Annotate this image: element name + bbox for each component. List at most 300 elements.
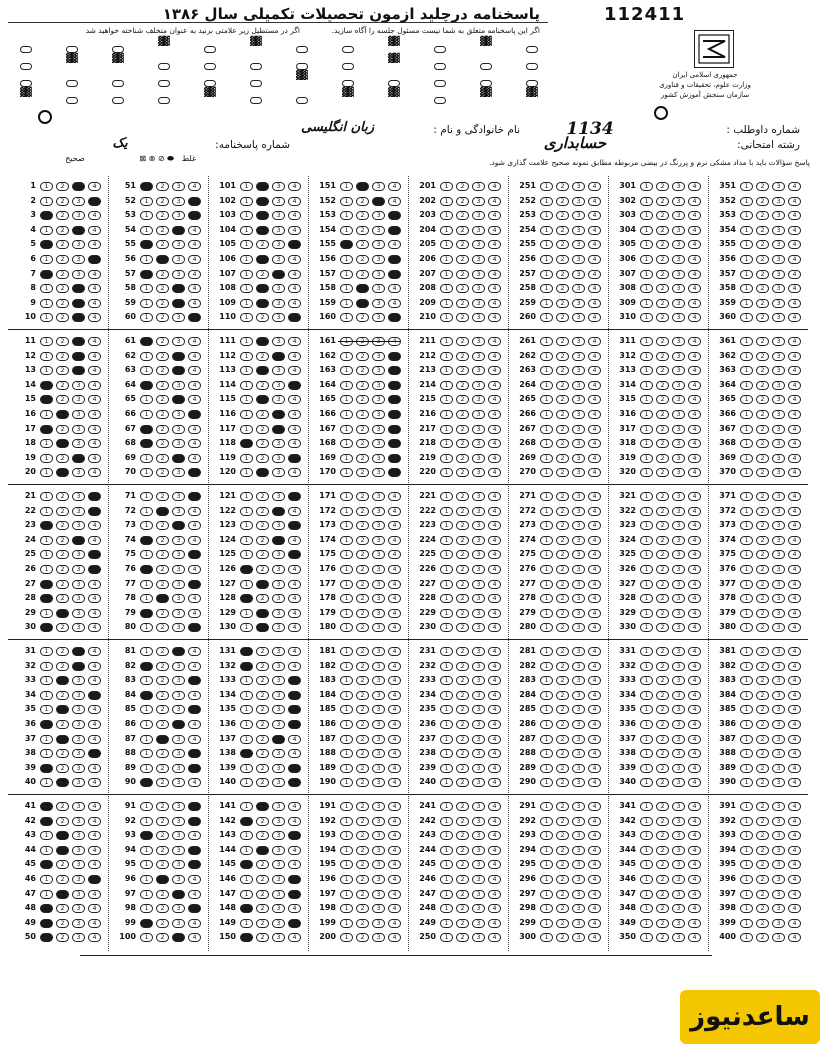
answer-bubble[interactable]: 2 [456,182,469,191]
answer-bubble[interactable]: 1 [640,933,653,942]
answer-bubble[interactable]: 2 [156,831,169,840]
answer-bubble[interactable]: 4 [188,182,201,191]
answer-bubble[interactable]: 1 [440,565,453,574]
answer-bubble[interactable]: 3 [72,439,85,448]
answer-bubble[interactable]: 2 [556,381,569,390]
answer-bubble[interactable]: 4 [388,778,401,787]
answer-bubble[interactable]: 3 [472,817,485,826]
answer-bubble[interactable]: 3 [272,720,285,729]
answer-bubble[interactable]: 3 [372,395,385,404]
answer-bubble[interactable]: 4 [88,395,101,404]
answer-bubble-filled[interactable] [56,439,69,448]
answer-bubble[interactable]: 3 [572,676,585,685]
answer-bubble[interactable]: 3 [372,255,385,264]
answer-bubble[interactable]: 3 [272,313,285,322]
answer-bubble[interactable]: 3 [672,197,685,206]
answer-bubble[interactable]: 4 [788,381,801,390]
answer-bubble[interactable]: 2 [356,691,369,700]
answer-bubble[interactable]: 1 [40,676,53,685]
answer-bubble-filled[interactable] [388,395,401,404]
answer-bubble[interactable]: 2 [656,662,669,671]
answer-bubble-filled[interactable] [72,313,85,322]
answer-bubble[interactable]: 2 [356,337,369,346]
answer-bubble[interactable]: 1 [440,749,453,758]
answer-bubble[interactable]: 3 [372,439,385,448]
answer-bubble[interactable]: 3 [372,468,385,477]
answer-bubble[interactable]: 1 [540,352,553,361]
answer-bubble[interactable]: 3 [572,395,585,404]
answer-bubble[interactable]: 2 [556,846,569,855]
answer-bubble[interactable]: 3 [472,831,485,840]
answer-bubble[interactable]: 4 [488,468,501,477]
answer-bubble[interactable]: 2 [656,521,669,530]
answer-bubble[interactable]: 2 [756,439,769,448]
answer-bubble[interactable]: 2 [656,182,669,191]
answer-bubble[interactable]: 3 [372,182,385,191]
answer-bubble[interactable]: 1 [440,507,453,516]
answer-bubble-filled[interactable] [56,831,69,840]
answer-bubble[interactable]: 4 [388,933,401,942]
answer-bubble-filled[interactable] [272,270,285,279]
answer-bubble[interactable]: 3 [472,778,485,787]
answer-bubble[interactable]: 1 [340,623,353,632]
answer-bubble[interactable]: 1 [740,468,753,477]
answer-bubble-filled[interactable] [172,454,185,463]
answer-bubble[interactable]: 3 [72,410,85,419]
answer-bubble[interactable]: 3 [72,594,85,603]
answer-bubble[interactable]: 2 [556,240,569,249]
answer-bubble[interactable]: 3 [272,197,285,206]
answer-bubble[interactable]: 1 [240,425,253,434]
answer-bubble[interactable]: 2 [456,860,469,869]
answer-bubble-filled[interactable] [288,831,301,840]
answer-bubble[interactable]: 1 [340,580,353,589]
answer-bubble-filled[interactable] [388,255,401,264]
answer-bubble[interactable]: 3 [772,550,785,559]
answer-bubble[interactable]: 2 [556,817,569,826]
answer-bubble-filled[interactable] [188,860,201,869]
answer-bubble[interactable]: 4 [688,507,701,516]
answer-bubble[interactable]: 1 [640,705,653,714]
answer-bubble[interactable]: 2 [456,919,469,928]
answer-bubble[interactable]: 2 [256,492,269,501]
answer-bubble[interactable]: 3 [72,860,85,869]
answer-bubble[interactable]: 2 [356,875,369,884]
answer-bubble[interactable]: 1 [340,778,353,787]
answer-bubble[interactable]: 4 [188,831,201,840]
answer-bubble[interactable]: 3 [572,919,585,928]
answer-bubble-filled[interactable] [188,550,201,559]
answer-bubble[interactable]: 3 [272,919,285,928]
answer-bubble[interactable]: 3 [572,860,585,869]
answer-bubble[interactable]: 2 [756,492,769,501]
answer-bubble[interactable]: 2 [656,778,669,787]
answer-bubble[interactable]: 4 [588,410,601,419]
answer-bubble[interactable]: 1 [440,240,453,249]
answer-bubble[interactable]: 4 [688,778,701,787]
answer-bubble[interactable]: 4 [288,594,301,603]
answer-bubble[interactable]: 2 [556,366,569,375]
answer-bubble[interactable]: 3 [272,366,285,375]
answer-bubble[interactable]: 3 [72,609,85,618]
answer-bubble[interactable]: 2 [356,240,369,249]
answer-bubble[interactable]: 4 [488,395,501,404]
answer-bubble[interactable]: 3 [572,284,585,293]
answer-bubble[interactable]: 1 [640,749,653,758]
answer-bubble[interactable]: 1 [740,705,753,714]
answer-bubble[interactable]: 3 [372,284,385,293]
answer-bubble[interactable]: 4 [788,817,801,826]
answer-bubble[interactable]: 1 [540,705,553,714]
answer-bubble[interactable]: 3 [672,580,685,589]
answer-bubble[interactable]: 3 [772,609,785,618]
answer-bubble[interactable]: 3 [172,662,185,671]
answer-bubble[interactable]: 1 [640,778,653,787]
answer-bubble-filled[interactable] [256,284,269,293]
answer-bubble-filled[interactable] [288,691,301,700]
answer-bubble-filled[interactable] [72,182,85,191]
answer-bubble[interactable]: 1 [540,197,553,206]
answer-bubble[interactable]: 2 [156,802,169,811]
answer-bubble-filled[interactable] [72,662,85,671]
answer-bubble[interactable]: 3 [172,580,185,589]
answer-bubble[interactable]: 1 [40,313,53,322]
answer-bubble[interactable]: 2 [256,860,269,869]
answer-bubble[interactable]: 3 [372,904,385,913]
answer-bubble[interactable]: 1 [440,735,453,744]
answer-bubble[interactable]: 2 [656,454,669,463]
answer-bubble[interactable]: 3 [72,211,85,220]
answer-bubble[interactable]: 2 [556,270,569,279]
answer-bubble[interactable]: 3 [572,197,585,206]
answer-bubble[interactable]: 2 [356,255,369,264]
answer-bubble[interactable]: 3 [72,764,85,773]
answer-bubble[interactable]: 4 [488,691,501,700]
answer-bubble[interactable]: 4 [688,580,701,589]
answer-bubble[interactable]: 3 [772,395,785,404]
answer-bubble[interactable]: 4 [288,735,301,744]
answer-bubble[interactable]: 2 [656,284,669,293]
answer-bubble[interactable]: 4 [188,691,201,700]
answer-bubble[interactable]: 2 [656,691,669,700]
answer-bubble[interactable]: 3 [372,550,385,559]
answer-bubble[interactable]: 4 [388,890,401,899]
answer-bubble[interactable]: 4 [588,468,601,477]
answer-bubble[interactable]: 2 [356,550,369,559]
answer-bubble[interactable]: 4 [388,565,401,574]
answer-bubble[interactable]: 4 [288,366,301,375]
answer-bubble[interactable]: 2 [56,507,69,516]
answer-bubble[interactable]: 2 [356,623,369,632]
answer-bubble[interactable]: 4 [688,565,701,574]
answer-bubble[interactable]: 2 [356,647,369,656]
answer-bubble[interactable]: 1 [640,565,653,574]
answer-bubble-filled[interactable] [72,454,85,463]
answer-bubble-filled[interactable] [388,381,401,390]
answer-bubble[interactable]: 1 [140,468,153,477]
answer-bubble[interactable]: 2 [656,395,669,404]
answer-bubble[interactable]: 1 [340,705,353,714]
answer-bubble[interactable]: 1 [340,299,353,308]
answer-bubble[interactable]: 1 [240,313,253,322]
answer-bubble[interactable]: 2 [356,352,369,361]
answer-bubble[interactable]: 1 [740,691,753,700]
answer-bubble[interactable]: 3 [172,764,185,773]
answer-bubble[interactable]: 3 [372,735,385,744]
answer-bubble[interactable]: 1 [40,565,53,574]
answer-bubble[interactable]: 1 [140,299,153,308]
answer-bubble[interactable]: 2 [256,705,269,714]
answer-bubble-filled[interactable] [288,676,301,685]
answer-bubble[interactable]: 4 [688,182,701,191]
answer-bubble[interactable]: 2 [456,580,469,589]
answer-bubble[interactable]: 3 [472,676,485,685]
answer-bubble-filled[interactable] [172,890,185,899]
answer-bubble[interactable]: 1 [340,211,353,220]
answer-bubble[interactable]: 3 [72,240,85,249]
answer-bubble[interactable]: 4 [688,425,701,434]
answer-bubble[interactable]: 4 [788,919,801,928]
answer-bubble-filled[interactable] [88,255,101,264]
answer-bubble[interactable]: 3 [72,521,85,530]
answer-bubble[interactable]: 2 [56,580,69,589]
answer-bubble[interactable]: 4 [388,609,401,618]
answer-bubble[interactable]: 1 [340,255,353,264]
answer-bubble[interactable]: 3 [572,507,585,516]
answer-bubble-filled[interactable] [172,933,185,942]
answer-bubble[interactable]: 2 [456,904,469,913]
answer-bubble[interactable]: 4 [688,609,701,618]
answer-bubble[interactable]: 1 [740,454,753,463]
answer-bubble[interactable]: 4 [688,366,701,375]
answer-bubble[interactable]: 3 [672,536,685,545]
answer-bubble[interactable]: 2 [56,240,69,249]
answer-bubble[interactable]: 1 [540,492,553,501]
answer-bubble[interactable]: 4 [488,580,501,589]
answer-bubble[interactable]: 1 [540,764,553,773]
answer-bubble[interactable]: 1 [140,705,153,714]
answer-bubble[interactable]: 4 [588,609,601,618]
answer-bubble[interactable]: 4 [188,395,201,404]
answer-bubble[interactable]: 2 [556,580,569,589]
answer-bubble[interactable]: 3 [672,662,685,671]
answer-bubble[interactable]: 2 [356,454,369,463]
answer-bubble[interactable]: 1 [640,270,653,279]
answer-bubble-filled[interactable] [388,211,401,220]
answer-bubble-filled[interactable] [288,764,301,773]
answer-bubble[interactable]: 4 [388,831,401,840]
answer-bubble[interactable]: 3 [172,691,185,700]
answer-bubble-filled[interactable] [40,764,53,773]
answer-bubble[interactable]: 2 [656,565,669,574]
answer-bubble[interactable]: 2 [456,395,469,404]
answer-bubble[interactable]: 2 [756,536,769,545]
answer-bubble[interactable]: 4 [288,395,301,404]
answer-bubble[interactable]: 3 [572,875,585,884]
answer-bubble-filled[interactable] [256,580,269,589]
answer-bubble[interactable]: 4 [388,817,401,826]
answer-bubble-filled[interactable] [188,676,201,685]
answer-bubble[interactable]: 2 [456,521,469,530]
answer-bubble[interactable]: 1 [140,749,153,758]
answer-bubble-filled[interactable] [240,662,253,671]
answer-bubble[interactable]: 1 [540,890,553,899]
answer-bubble-filled[interactable] [256,395,269,404]
answer-bubble[interactable]: 1 [540,735,553,744]
answer-bubble[interactable]: 4 [788,240,801,249]
answer-bubble[interactable]: 4 [588,270,601,279]
answer-bubble[interactable]: 4 [688,691,701,700]
answer-bubble[interactable]: 1 [40,647,53,656]
answer-bubble[interactable]: 1 [440,521,453,530]
answer-bubble[interactable]: 1 [40,749,53,758]
answer-bubble[interactable]: 1 [340,831,353,840]
answer-bubble[interactable]: 3 [72,468,85,477]
answer-bubble[interactable]: 2 [356,735,369,744]
answer-bubble[interactable]: 1 [140,580,153,589]
answer-bubble[interactable]: 1 [540,647,553,656]
answer-bubble[interactable]: 2 [156,904,169,913]
answer-bubble[interactable]: 3 [472,764,485,773]
answer-bubble[interactable]: 3 [472,802,485,811]
answer-bubble[interactable]: 1 [40,846,53,855]
answer-bubble[interactable]: 1 [740,182,753,191]
answer-bubble[interactable]: 4 [688,890,701,899]
answer-bubble[interactable]: 1 [640,454,653,463]
answer-bubble[interactable]: 1 [440,197,453,206]
answer-bubble[interactable]: 3 [72,425,85,434]
answer-bubble[interactable]: 2 [56,492,69,501]
answer-bubble[interactable]: 2 [456,720,469,729]
answer-bubble[interactable]: 3 [472,454,485,463]
answer-bubble[interactable]: 1 [340,691,353,700]
answer-bubble[interactable]: 4 [288,337,301,346]
answer-bubble[interactable]: 1 [240,366,253,375]
answer-bubble[interactable]: 1 [640,623,653,632]
answer-bubble[interactable]: 1 [240,454,253,463]
answer-bubble[interactable]: 2 [356,904,369,913]
answer-bubble[interactable]: 4 [688,550,701,559]
answer-bubble[interactable]: 1 [40,691,53,700]
answer-bubble[interactable]: 1 [640,647,653,656]
answer-bubble[interactable]: 3 [372,875,385,884]
answer-bubble[interactable]: 3 [472,720,485,729]
answer-bubble[interactable]: 1 [440,550,453,559]
answer-bubble[interactable]: 2 [556,662,569,671]
answer-bubble[interactable]: 3 [272,764,285,773]
answer-bubble[interactable]: 4 [688,735,701,744]
answer-bubble[interactable]: 4 [488,831,501,840]
answer-bubble[interactable]: 2 [556,439,569,448]
answer-bubble[interactable]: 3 [272,875,285,884]
answer-bubble[interactable]: 3 [672,778,685,787]
answer-bubble[interactable]: 4 [488,778,501,787]
answer-bubble[interactable]: 2 [356,425,369,434]
answer-bubble-filled[interactable] [140,182,153,191]
answer-bubble[interactable]: 3 [72,817,85,826]
answer-bubble[interactable]: 3 [572,226,585,235]
answer-bubble[interactable]: 1 [340,846,353,855]
answer-bubble[interactable]: 3 [672,270,685,279]
answer-bubble[interactable]: 3 [272,182,285,191]
answer-bubble[interactable]: 1 [540,933,553,942]
answer-bubble[interactable]: 2 [556,919,569,928]
answer-bubble[interactable]: 4 [688,226,701,235]
answer-bubble[interactable]: 3 [172,197,185,206]
answer-bubble-filled[interactable] [140,609,153,618]
answer-bubble[interactable]: 3 [72,691,85,700]
answer-bubble[interactable]: 4 [488,735,501,744]
answer-bubble[interactable]: 1 [740,735,753,744]
answer-bubble[interactable]: 1 [140,366,153,375]
answer-bubble[interactable]: 1 [440,410,453,419]
answer-bubble[interactable]: 2 [256,831,269,840]
answer-bubble[interactable]: 3 [272,468,285,477]
answer-bubble-filled[interactable] [40,933,53,942]
answer-bubble[interactable]: 4 [788,565,801,574]
answer-bubble[interactable]: 1 [540,778,553,787]
answer-bubble[interactable]: 4 [588,366,601,375]
answer-bubble[interactable]: 2 [756,182,769,191]
answer-bubble[interactable]: 2 [256,749,269,758]
answer-bubble[interactable]: 2 [256,381,269,390]
answer-bubble[interactable]: 4 [88,764,101,773]
answer-bubble[interactable]: 2 [256,676,269,685]
answer-bubble[interactable]: 3 [472,904,485,913]
answer-bubble[interactable]: 3 [572,735,585,744]
answer-bubble[interactable]: 1 [740,662,753,671]
answer-bubble[interactable]: 1 [640,550,653,559]
answer-bubble[interactable]: 1 [640,425,653,434]
answer-bubble[interactable]: 2 [156,240,169,249]
answer-bubble[interactable]: 4 [588,226,601,235]
answer-bubble[interactable]: 3 [672,313,685,322]
answer-bubble[interactable]: 4 [688,623,701,632]
answer-bubble-filled[interactable] [188,313,201,322]
answer-bubble[interactable]: 3 [372,594,385,603]
answer-bubble[interactable]: 3 [272,890,285,899]
answer-bubble[interactable]: 4 [788,439,801,448]
answer-bubble[interactable]: 3 [272,594,285,603]
answer-bubble[interactable]: 2 [156,395,169,404]
answer-bubble[interactable]: 3 [72,720,85,729]
answer-bubble[interactable]: 1 [640,594,653,603]
answer-bubble[interactable]: 1 [140,395,153,404]
answer-bubble[interactable]: 3 [472,550,485,559]
answer-bubble[interactable]: 3 [472,381,485,390]
answer-bubble-filled[interactable] [88,492,101,501]
answer-bubble[interactable]: 4 [488,536,501,545]
answer-bubble[interactable]: 4 [88,676,101,685]
answer-bubble[interactable]: 4 [188,439,201,448]
answer-bubble[interactable]: 3 [272,284,285,293]
answer-bubble[interactable]: 2 [556,705,569,714]
answer-bubble-filled[interactable] [172,720,185,729]
answer-bubble[interactable]: 1 [440,623,453,632]
answer-bubble[interactable]: 3 [472,662,485,671]
answer-bubble-filled[interactable] [288,454,301,463]
answer-bubble[interactable]: 4 [688,197,701,206]
answer-bubble[interactable]: 2 [756,764,769,773]
answer-bubble[interactable]: 4 [288,609,301,618]
answer-bubble[interactable]: 3 [72,550,85,559]
answer-bubble[interactable]: 4 [288,197,301,206]
answer-bubble[interactable]: 2 [156,313,169,322]
answer-bubble[interactable]: 4 [388,919,401,928]
answer-bubble[interactable]: 1 [640,439,653,448]
answer-bubble[interactable]: 4 [488,226,501,235]
answer-bubble-filled[interactable] [88,197,101,206]
